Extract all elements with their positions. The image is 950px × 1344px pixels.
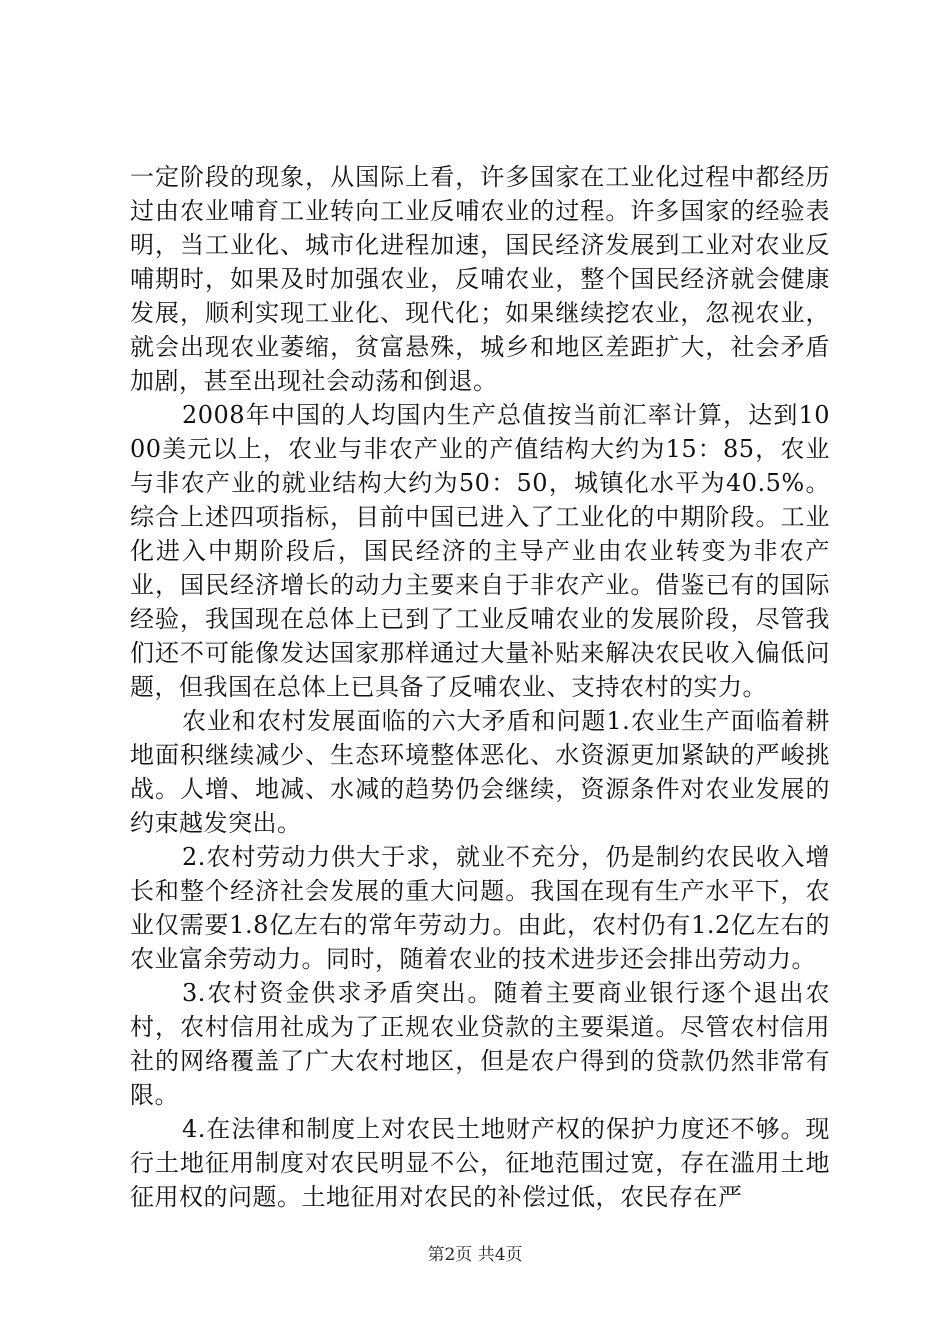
page-number-footer: 第2页 共4页 — [427, 1245, 523, 1265]
paragraph-1: 一定阶段的现象，从国际上看，许多国家在工业化过程中都经历过由农业哺育工业转向工业反哺农业的过程。许多国家的经验表明，当工业化、城市化进程加速，国民经济发展到工业对农业反哺期时，如果及时加强农业，反哺农业，整个国民经济就会健康发展，顺利实现工业化、现代化；如果继续挖农业，忽视农业，就会出现农业萎缩，贫富悬殊，城乡和地区差距扩大，社会矛盾加剧，甚至出现社会动荡和倒退。 — [130, 163, 830, 395]
document-body — [130, 160, 830, 1214]
paragraph-4: 2.农村劳动力供大于求，就业不充分，仍是制约农民收入增长和整个经济社会发展的重大问题。我国在现有生产水平下，农业仅需要1.8亿左右的常年劳动力。由此，农村仍有1.2亿左右的农业富余劳动力。同时，随着农业的技术进步还会排出劳动力。 — [130, 843, 830, 973]
paragraph-6: 4.在法律和制度上对农民土地财产权的保护力度还不够。现行土地征用制度对农民明显不公，征地范围过宽，存在滥用土地征用权的问题。土地征用对农民的补偿过低，农民存在严 — [130, 1115, 830, 1211]
paragraph-2: 2008年中国的人均国内生产总值按当前汇率计算，达到1000美元以上，农业与非农产业的产值结构大约为15：85，农业与非农产业的就业结构大约为50：50，城镇化水平为40.5%。综合上述四项指标，目前中国已进入了工业化的中期阶段。工业化进入中期阶段后，国民经济的主导产业由农业转变为非农产业，国民经济增长的动力主要来自于非农产业。借鉴已有的国际经验，我国现在总体上已到了工业反哺农业的发展阶段，尽管我们还不可能像发达国家那样通过大量补贴来解决农民收入偏低问题，但我国在总体上已具备了反哺农业、支持农村的实力。 — [130, 401, 830, 701]
paragraph-3: 农业和农村发展面临的六大矛盾和问题1.农业生产面临着耕地面积继续减少、生态环境整体恶化、水资源更加紧缺的严峻挑战。人增、地减、水减的趋势仍会继续，资源条件对农业发展的约束越发突出。 — [130, 707, 830, 837]
paragraph-5: 3.农村资金供求矛盾突出。随着主要商业银行逐个退出农村，农村信用社成为了正规农业贷款的主要渠道。尽管农村信用社的网络覆盖了广大农村地区，但是农户得到的贷款仍然非常有限。 — [130, 979, 830, 1109]
